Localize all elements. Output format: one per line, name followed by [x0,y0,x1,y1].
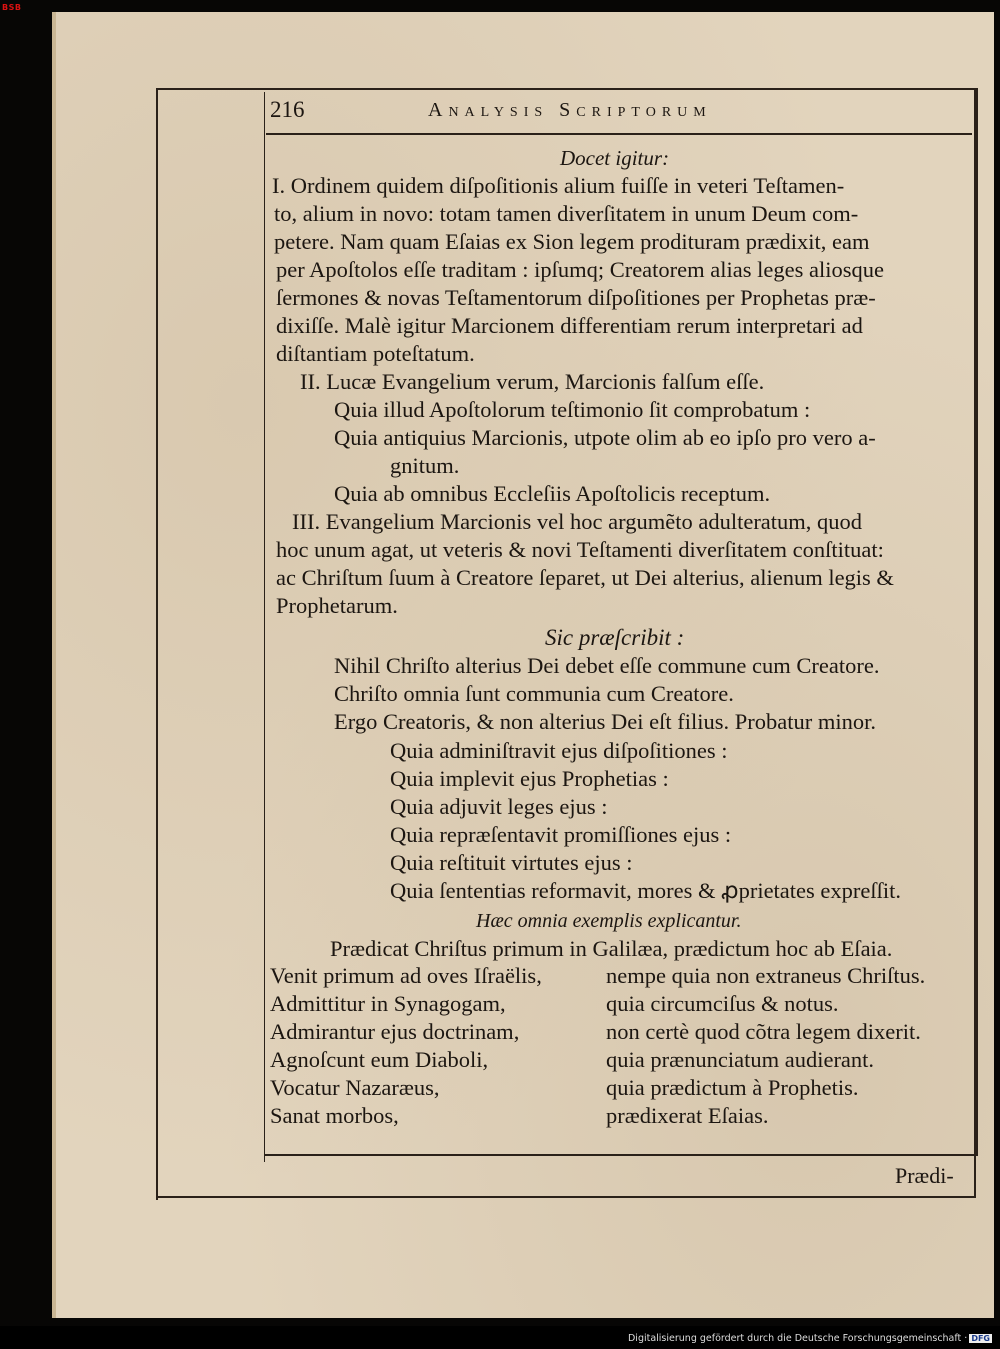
page-number: 216 [270,97,305,122]
credit-text: Digitalisierung gefördert durch die Deutsche Forschungsgemeinschaft · [627,1333,968,1344]
example-left-cell: Agnoſcunt eum Diaboli, [270,1047,489,1072]
sic-line: Quia adminiſtravit ejus diſpoſitiones : [390,738,728,763]
example-left-cell: Admirantur ejus doctrinam, [270,1019,520,1044]
docet-line: II. Lucæ Evangelium verum, Marcionis falſum eſſe. [300,369,765,394]
footer-rule [264,1154,974,1156]
example-right-cell: quia prænunciatum audierant. [606,1047,875,1072]
example-left-cell: Venit primum ad oves Iſraëlis, [270,963,542,988]
docet-line: dixiſſe. Malè igitur Marcionem differentiam rerum interpretari ad [276,313,863,338]
docet-line: per Apoſtolos eſſe traditam : ipſumq; Creatorem alias leges aliosque [276,257,884,282]
outer-bottom-rule [156,1196,976,1198]
docet-line: III. Evangelium Marcionis vel hoc argumẽto adulteratum, quod [292,509,863,534]
sic-line: Quia adjuvit leges ejus : [390,794,608,819]
example-right-cell: nempe quia non extraneus Chriſtus. [606,963,926,988]
running-head: Analysis Scriptorum [428,99,712,121]
docet-line: hoc unum agat, ut veteris & novi Teſtamenti diverſitatem conſtituat: [276,537,884,562]
example-right-cell: prædixerat Eſaias. [606,1103,769,1128]
example-right-cell: quia prædictum à Prophetis. [606,1075,859,1100]
bsb-watermark: BSB [2,3,22,12]
sic-line: Quia reſtituit virtutes ejus : [390,850,633,875]
frame-right-rule [974,88,976,1198]
docet-line: diſtantiam poteſtatum. [276,341,475,366]
section-heading-haec: Hæc omnia exemplis explicantur. [476,910,742,932]
example-right-cell: quia circumciſus & notus. [606,991,839,1016]
docet-line: to, alium in novo: totam tamen diverſitatem in unum Deum com- [274,201,859,226]
sic-line: Quia repræſentavit promiſſiones ejus : [390,822,732,847]
docet-line: ſermones & novas Teſtamentorum diſpoſitiones per Prophetas præ- [276,285,876,310]
haec-intro-line: Prædicat Chriſtus primum in Galilæa, prædictum hoc ab Eſaia. [330,936,893,961]
sic-line: Quia implevit ejus Prophetias : [390,766,669,791]
section-heading-sic: Sic præſcribit : [545,625,685,650]
docet-line: Prophetarum. [276,593,398,618]
sic-line: Quia ſententias reformavit, mores & ꝓprietates expreſſit. [390,878,902,903]
catchword: Prædi- [895,1163,954,1188]
header-rule [266,133,972,135]
frame-left-rule [156,88,158,1200]
docet-line: petere. Nam quam Eſaias ex Sion legem prodituram prædixit, eam [274,229,870,254]
footer-credit [628,1333,992,1344]
docet-line: ac Chriſtum ſuum à Creatore ſeparet, ut Dei alterius, alienum legis & [276,565,894,590]
example-left-cell: Admittitur in Synagogam, [270,991,506,1016]
sic-line: Chriſto omnia ſunt communia cum Creatore. [334,681,734,706]
sic-line: Nihil Chriſto alterius Dei debet eſſe commune cum Creatore. [334,653,880,678]
docet-line: Quia ab omnibus Eccleſiis Apoſtolicis receptum. [334,481,771,506]
docet-line: Quia antiquius Marcionis, utpote olim ab eo ipſo pro vero a- [334,425,876,450]
example-left-cell: Sanat morbos, [270,1103,399,1128]
frame-inner-rule [264,92,265,1162]
docet-line: I. Ordinem quidem diſpoſitionis alium fuiſſe in veteri Teſtamen- [272,173,845,198]
section-heading-docet: Docet igitur: [560,146,670,170]
example-right-cell: non certè quod cõtra legem dixerit. [606,1019,921,1044]
dfg-logo: DFG [971,1334,990,1343]
docet-line: gnitum. [390,453,460,478]
example-left-cell: Vocatur Nazaræus, [270,1075,440,1100]
docet-line: Quia illud Apoſtolorum teſtimonio ſit comprobatum : [334,397,811,422]
sic-line: Ergo Creatoris, & non alterius Dei eſt filius. Probatur minor. [334,709,876,734]
